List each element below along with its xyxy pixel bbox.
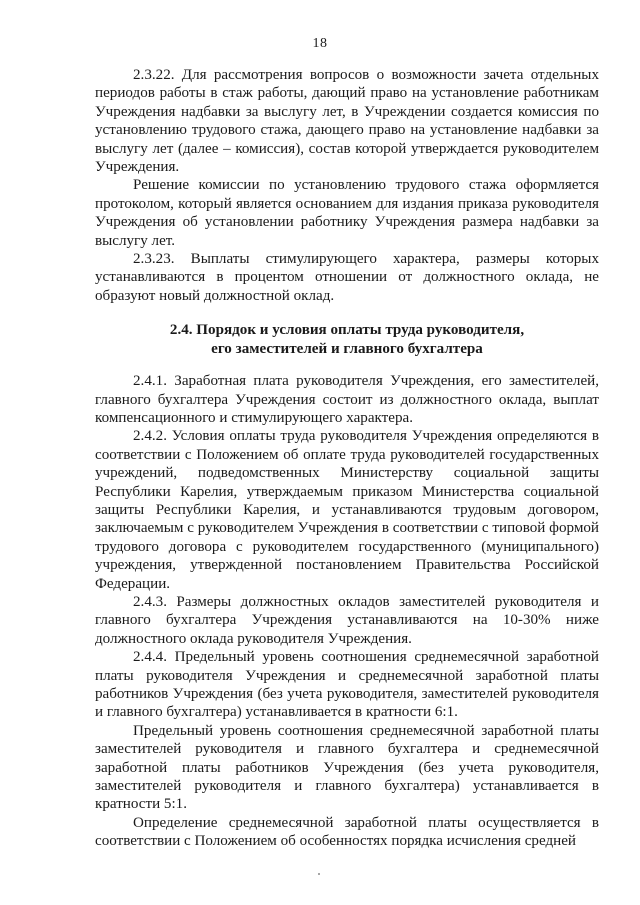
paragraph-2-3-22: 2.3.22. Для рассмотрения вопросов о возможности зачета отдельных периодов работы в стаж работы, дающий право на установление работникам Учреждения надбавки за выслугу лет, в Учреждении создается комиссия по установлению трудового стажа, дающего право на установление надбавки за выслугу лет (далее – комиссия), состав которой утверждается руководителем Учреждения.	[95, 67, 599, 176]
page-number: 18	[312, 36, 328, 51]
document-body	[95, 66, 599, 851]
paragraph-deputy-ratio: Предельный уровень соотношения среднемесячной заработной платы заместителей руководителя и главного бухгалтера и среднемесячной заработной платы работников Учреждения (без учета руководителя, заместителей руководителя и главного бухгалтера) устанавливается в кратности 5:1.	[95, 722, 599, 813]
paragraph-2-4-1: 2.4.1. Заработная плата руководителя Учреждения, его заместителей, главного бухгалтера Учреждения состоит из должностного оклада, выплат компенсационного и стимулирующего характера.	[95, 373, 599, 426]
section-heading-line-1: 2.4. Порядок и условия оплаты труда руководителя,	[169, 322, 525, 339]
paragraph-commission-decision: Решение комиссии по установлению трудового стажа оформляется протоколом, который является основанием для издания приказа руководителя Учреждения об установлении работнику Учреждения размера надбавки за выслугу лет.	[95, 177, 599, 249]
paragraph-2-4-2: 2.4.2. Условия оплаты труда руководителя Учреждения определяются в соответствии с Положением об оплате труда руководителей государственных учреждений, подведомственных Министерству социальной защиты Республики Карелия, утверждаемым приказом Министерства социальной защиты Республики Карелия, и устанавливаются трудовым договором, заключаемым с руководителем Учреждения в соответствии с типовой формой трудового договора с руководителем государственного (муниципального) учреждения, утвержденной постановлением Правительства Российской Федерации.	[95, 428, 599, 592]
paragraph-2-3-23: 2.3.23. Выплаты стимулирующего характера, размеры которых устанавливаются в процентом отношении от должностного оклада, не образуют новый должностной оклад.	[95, 251, 599, 304]
paragraph-average-salary: Определение среднемесячной заработной платы осуществляется в соответствии с Положением об особенностях порядка исчисления средней	[95, 814, 599, 850]
scan-dot	[318, 873, 320, 875]
section-heading-line-2: его заместителей и главного бухгалтера	[211, 340, 483, 357]
paragraph-2-4-3: 2.4.3. Размеры должностных окладов заместителей руководителя и главного бухгалтера Учреждения устанавливаются на 10-30% ниже должностного оклада руководителя Учреждения.	[95, 593, 599, 647]
paragraph-2-4-4: 2.4.4. Предельный уровень соотношения среднемесячной заработной платы руководителя Учреждения и среднемесячной заработной платы работников Учреждения (без учета руководителя, заместителей руководителя и главного бухгалтера) устанавливается в кратности 6:1.	[95, 649, 599, 721]
section-heading-2-4	[95, 321, 599, 358]
